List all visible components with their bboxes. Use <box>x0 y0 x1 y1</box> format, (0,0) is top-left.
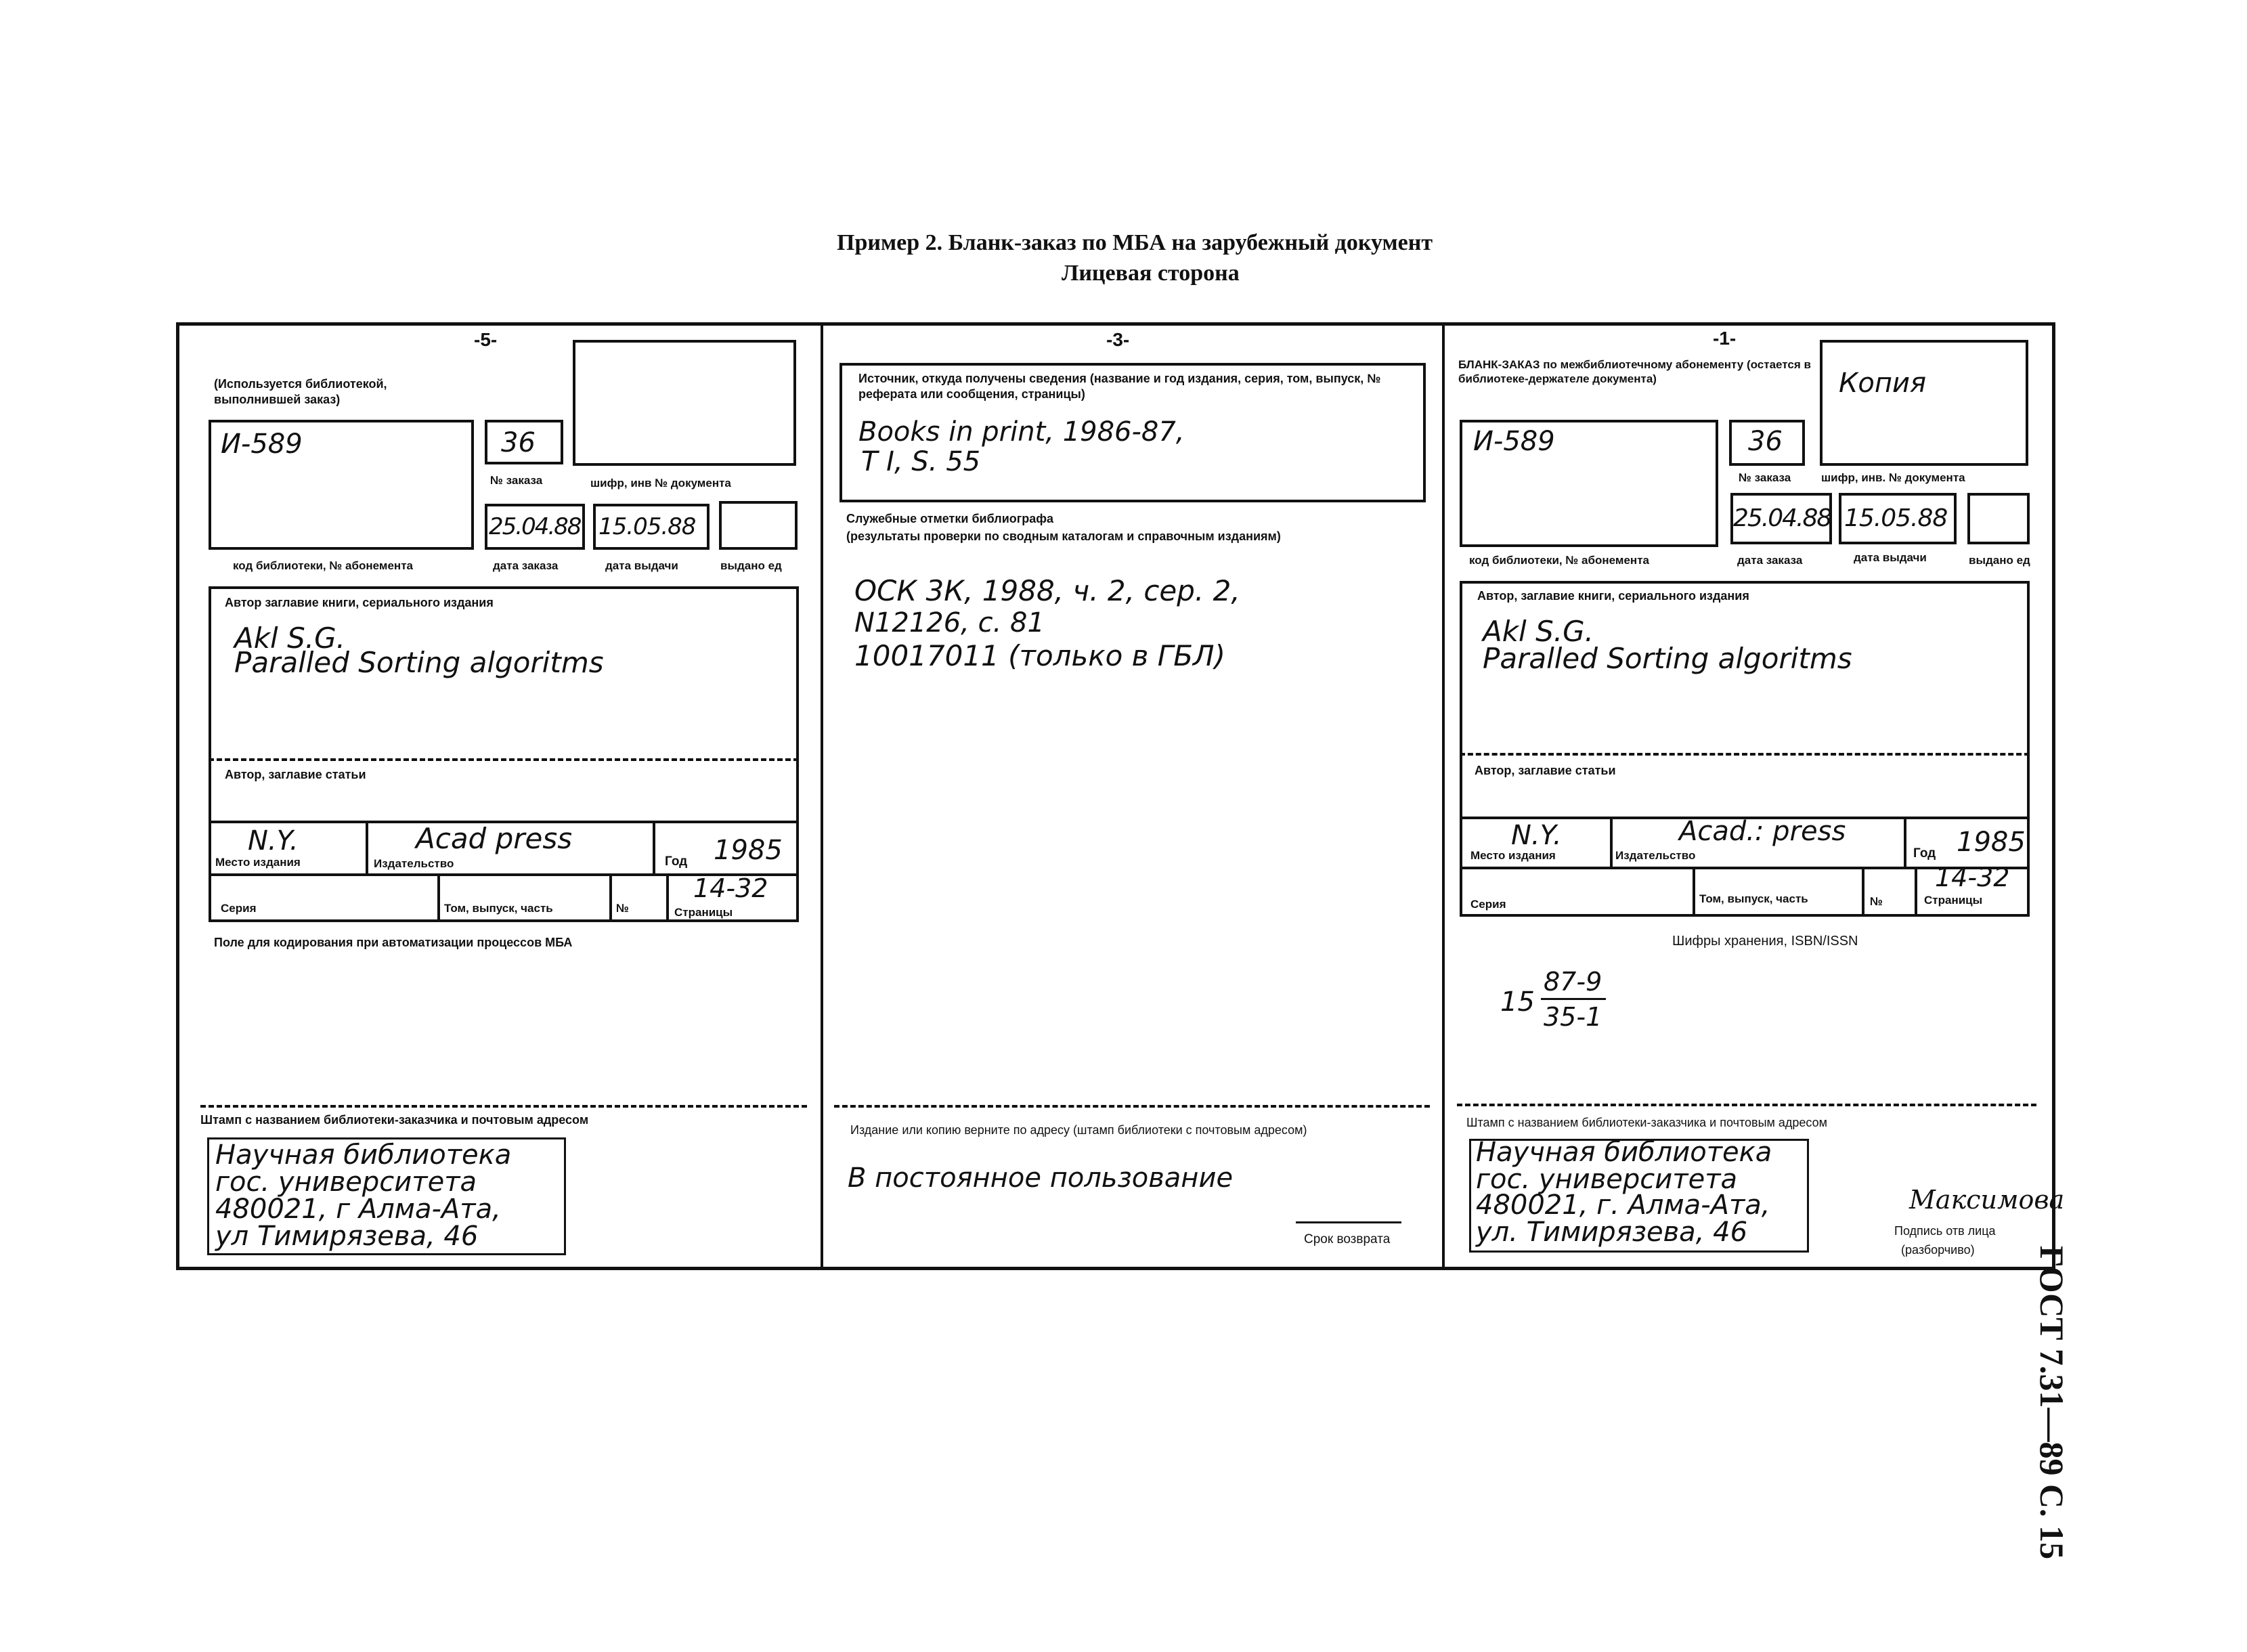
part1-article-label: Автор, заглавие статьи <box>1475 764 1616 777</box>
part5-order-no: 36 <box>501 427 536 458</box>
part3-service-label: Служебные отметки библиографа <box>846 512 1054 525</box>
part1-place-label: Место издания <box>1470 849 1556 862</box>
part5-publisher: Acad press <box>416 822 573 855</box>
part3-return-text: В постоянное пользование <box>848 1162 1234 1194</box>
form-subtitle: Лицевая сторона <box>1062 261 1240 286</box>
part1-order-date: 25.04.88 <box>1733 504 1831 532</box>
part5-ser-div3 <box>666 873 669 922</box>
part5-order-date: 25.04.88 <box>489 513 581 540</box>
part1-signature: Максимова <box>1909 1185 2065 1215</box>
part1-issued-label: выдано ед <box>1969 554 2030 567</box>
part5-pages-label: Страницы <box>674 906 733 919</box>
part1-order-date-label: дата заказа <box>1737 554 1803 567</box>
part1-copy-box <box>1820 340 2028 466</box>
part1-issue-date-label: дата выдачи <box>1854 551 1927 564</box>
part1-stamp-line4: ул. Тимирязева, 46 <box>1476 1217 1748 1248</box>
part1-pub-div1 <box>1610 817 1613 868</box>
part5-shelf-label: шифр, инв № документа <box>590 477 731 490</box>
part1-storage-top: 87-9 <box>1544 967 1602 997</box>
part1-form-label: БЛАНК-ЗАКАЗ по межбиблиотечному абонементу (остается в библиотеке-держателе документа) <box>1458 358 1811 386</box>
part5-stamp-divider <box>200 1105 807 1108</box>
part5-article-label: Автор, заглавие статьи <box>225 768 366 781</box>
part5-ser-div2 <box>609 873 612 922</box>
part5-series-label: Серия <box>221 902 257 915</box>
part1-stamp-line2: гос. университета <box>1476 1164 1738 1195</box>
part3-number: -3- <box>1106 329 1130 350</box>
part1-author: Akl S.G. <box>1483 615 1594 648</box>
part3-note2: N12126, с. 81 <box>854 607 1045 638</box>
part1-copy: Копия <box>1839 368 1927 399</box>
part1-year-label: Год <box>1913 846 1936 861</box>
part5-author-title-label: Автор заглавие книги, сериального издания <box>225 596 494 609</box>
part5-place-label: Место издания <box>215 856 301 869</box>
part1-author-title-label: Автор, заглавие книги, сериального издания <box>1477 589 1749 603</box>
part1-pages: 14-32 <box>1935 863 2010 892</box>
part5-empty-box <box>573 340 796 466</box>
part1-publisher-label: Издательство <box>1615 849 1696 862</box>
part5-pages: 14-32 <box>693 873 768 903</box>
part1-order-no: 36 <box>1748 426 1783 457</box>
part1-stamp-line1: Научная библиотека <box>1476 1137 1772 1168</box>
part1-publisher: Acad.: press <box>1679 816 1846 847</box>
part1-signature-label2: (разборчиво) <box>1901 1243 1975 1257</box>
part5-ser-div1 <box>437 873 440 922</box>
part1-ser-div3 <box>1915 867 1917 917</box>
part5-stamp-line1: Научная библиотека <box>215 1139 512 1171</box>
part5-author: Akl S.G. <box>234 622 345 655</box>
part1-stamp-label: Штамп с названием библиотеки-заказчика и почтовым адресом <box>1466 1116 1828 1129</box>
part1-no-label: № <box>1870 895 1883 908</box>
part5-stamp-line2: гос. университета <box>215 1167 477 1198</box>
part5-stamp-label: Штамп с названием библиотеки-заказчика и почтовым адресом <box>200 1113 589 1127</box>
part5-volume-label: Том, выпуск, часть <box>444 902 553 915</box>
part1-pages-label: Страницы <box>1924 894 1983 907</box>
part1-ser-div2 <box>1862 867 1864 917</box>
part1-place: N.Y. <box>1511 820 1562 851</box>
part1-storage-label: Шифры хранения, ISBN/ISSN <box>1672 934 1858 949</box>
part1-shelf-label: шифр, инв. № документа <box>1821 471 1965 484</box>
part3-due-label: Срок возврата <box>1304 1232 1391 1246</box>
part5-pub-div1 <box>366 821 368 875</box>
part5-year: 1985 <box>714 835 783 866</box>
part3-source-label: Источник, откуда получены сведения (название и год издания, серия, том, выпуск, № реферата или сообщения, страницы) <box>858 372 1381 401</box>
part1-issued-box <box>1967 493 2030 544</box>
part5-used-by: (Используется библиотекой, выполнившей заказ) <box>214 377 387 406</box>
part5-year-label: Год <box>665 854 688 869</box>
part5-order-date-label: дата заказа <box>493 559 559 572</box>
part1-code-label: код библиотеки, № абонемента <box>1469 554 1649 567</box>
part5-issue-date-label: дата выдачи <box>605 559 678 572</box>
part1-number: -1- <box>1713 328 1737 349</box>
part1-signature-label: Подпись отв лица <box>1894 1224 1996 1238</box>
part1-storage-fraction <box>1541 998 1606 1000</box>
part3-source-line2: T I, S. 55 <box>861 446 981 477</box>
part1-ser-div1 <box>1693 867 1695 917</box>
part1-library-code: И-589 <box>1473 426 1555 457</box>
part3-return-label: Издание или копию верните по адресу (штамп библиотеки с почтовым адресом) <box>850 1123 1307 1137</box>
part3-note3: 10017011 (только в ГБЛ) <box>854 639 1225 672</box>
part1-storage-prefix: 15 <box>1500 986 1535 1018</box>
part5-article-divider <box>209 758 799 761</box>
part5-order-no-label: № заказа <box>490 474 543 487</box>
part5-library-code: И-589 <box>221 429 303 460</box>
form-title: Пример 2. Бланк-заказ по МБА на зарубежный документ <box>837 230 1433 255</box>
part1-series-label: Серия <box>1470 898 1506 911</box>
part5-issued-box <box>719 501 798 550</box>
part5-pub-div2 <box>653 821 655 875</box>
part3-service-label2: (результаты проверки по сводным каталогам и справочным изданиям) <box>846 529 1281 543</box>
part1-stamp-line3: 480021, г. Алма-Ата, <box>1476 1190 1770 1221</box>
part1-volume-label: Том, выпуск, часть <box>1699 892 1808 905</box>
side-label: ГОСТ 7.31—89 С. 15 <box>2033 1246 2071 1560</box>
part5-code-label: код библиотеки, № абонемента <box>233 559 413 572</box>
part1-article-divider <box>1460 753 2030 756</box>
part5-stamp-line3: 480021, г Алма-Ата, <box>215 1194 501 1225</box>
part1-year: 1985 <box>1957 827 2026 858</box>
part3-note1: ОСК 3К, 1988, ч. 2, сер. 2, <box>854 574 1240 607</box>
part5-book-title: Paralled Sorting algoritms <box>234 646 604 679</box>
part5-stamp-line4: ул Тимирязева, 46 <box>215 1221 479 1252</box>
part5-place: N.Y. <box>248 825 299 856</box>
part1-stamp-divider <box>1457 1104 2036 1106</box>
part3-due-line <box>1296 1221 1401 1223</box>
part5-issued-label: выдано ед <box>720 559 782 572</box>
part5-number: -5- <box>474 329 498 350</box>
part3-return-divider <box>834 1105 1430 1108</box>
divider-5-3 <box>821 322 823 1270</box>
part5-no-label: № <box>616 902 629 915</box>
divider-3-1 <box>1442 322 1445 1270</box>
part1-pub-div2 <box>1904 817 1906 868</box>
part5-issue-date: 15.05.88 <box>598 513 696 540</box>
part3-source-line1: Books in print, 1986-87, <box>858 416 1185 448</box>
part1-order-no-label: № заказа <box>1739 471 1791 484</box>
part5-publisher-label: Издательство <box>374 857 454 870</box>
part1-issue-date: 15.05.88 <box>1844 504 1948 532</box>
part1-storage-bottom: 35-1 <box>1544 1002 1602 1032</box>
part1-book-title: Paralled Sorting algoritms <box>1483 642 1852 675</box>
part5-coding-field: Поле для кодирования при автоматизации процессов МБА <box>214 936 573 949</box>
